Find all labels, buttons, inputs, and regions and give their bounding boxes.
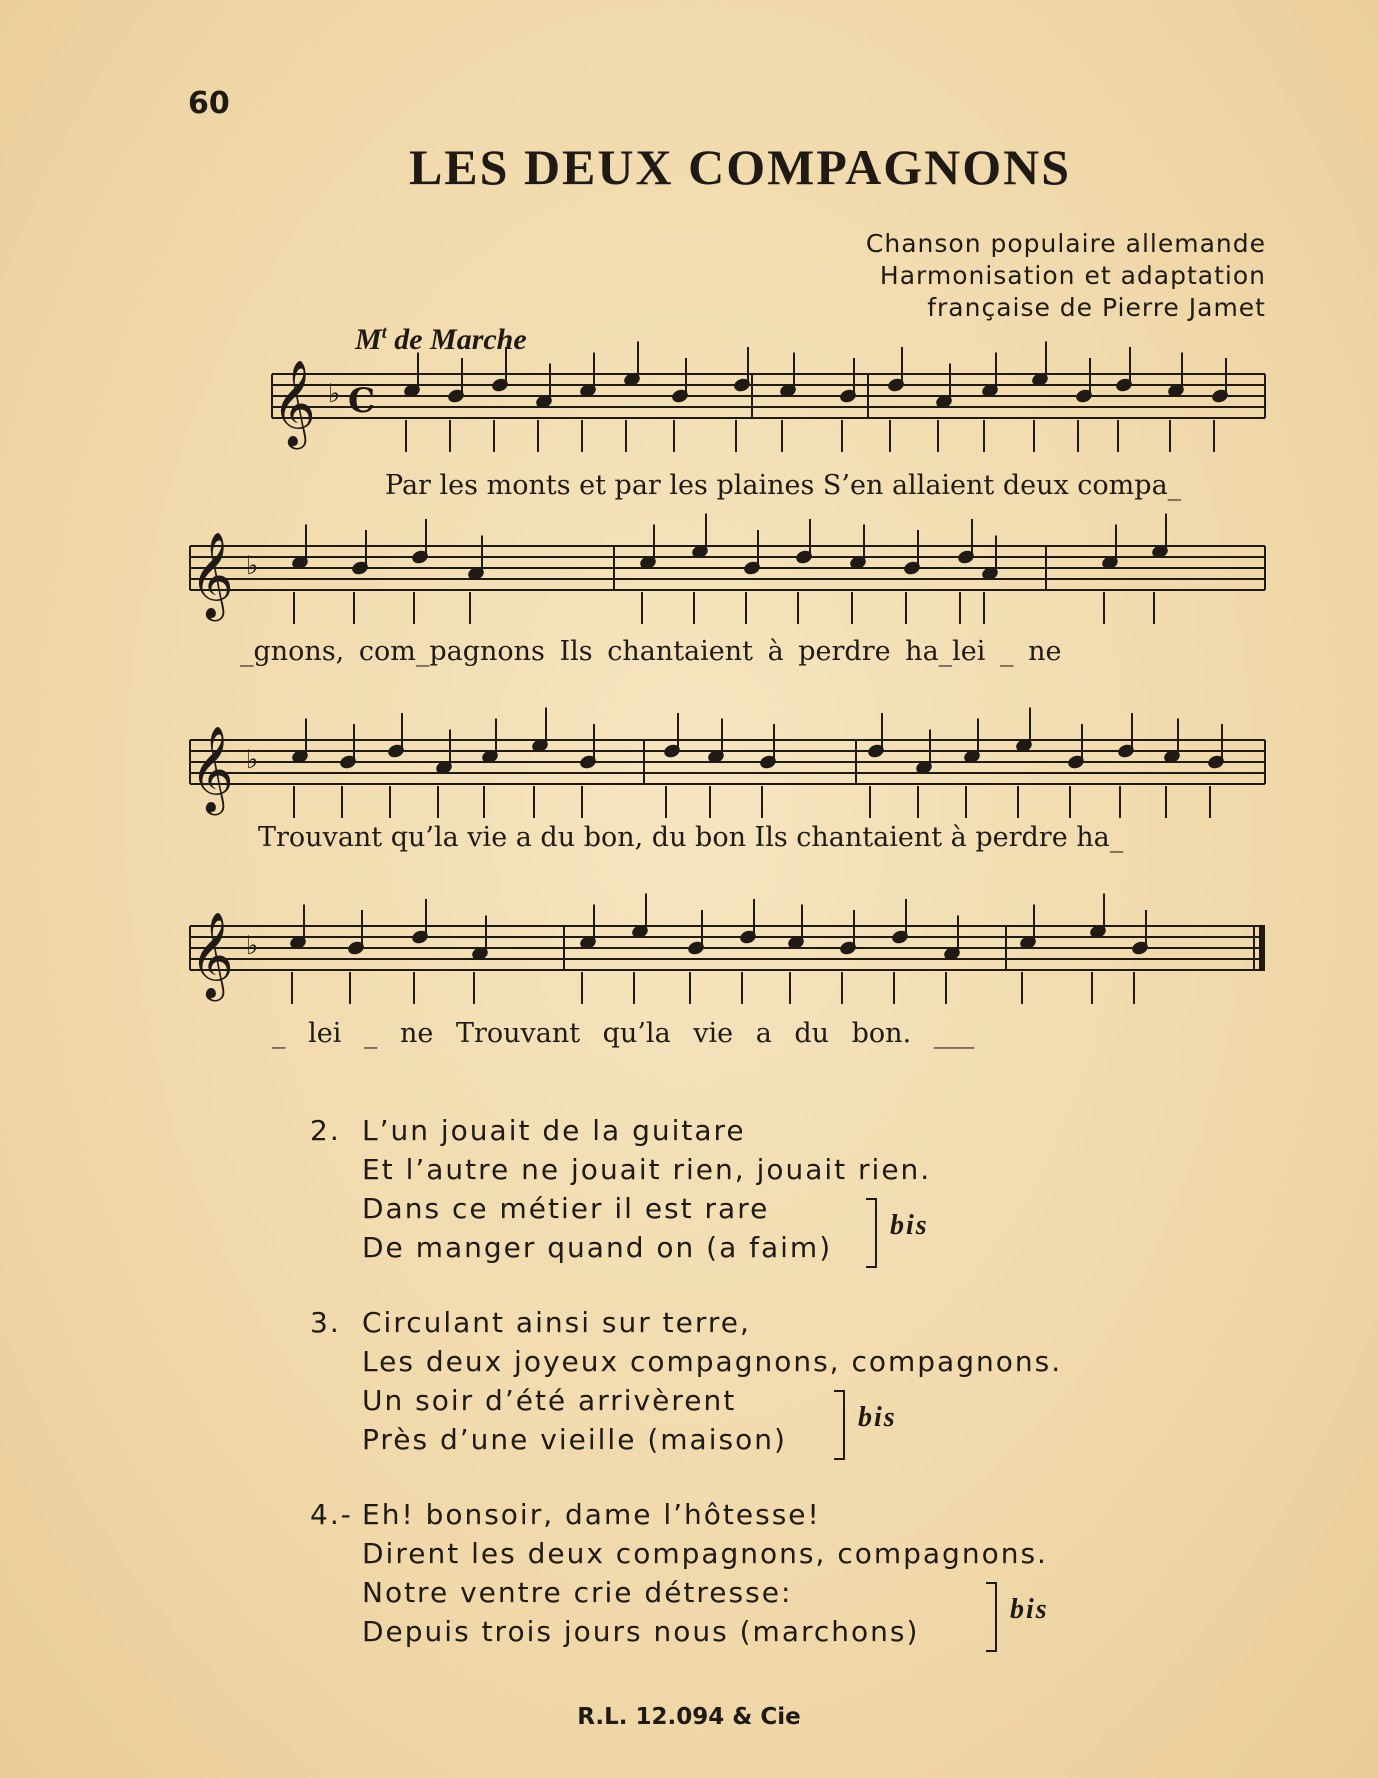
lyric-line-4: _ lei _ ne Trouvant qu’la vie a du bon. ___ [272,1018,975,1049]
stanza-line: L’un jouait de la guitare [362,1114,746,1147]
stanza-line: Depuis trois jours nous (marchons) [362,1615,920,1648]
lyric-line-3: Trouvant qu’la vie a du bon, du bon Ils chantaient à perdre ha_ [258,822,1124,853]
credit-line: française de Pierre Jamet [927,293,1266,322]
stanza-number: 4.- [310,1498,353,1531]
staff-1 [272,374,1265,418]
song-title: LES DEUX COMPAGNONS [408,139,1072,195]
common-time-icon: C [348,381,376,421]
stanza-line: Eh! bonsoir, dame l’hôtesse! [362,1498,821,1531]
bis-label: bis [1010,1594,1049,1625]
flat-icon: ♭ [246,745,259,775]
lyric-line-2: _gnons, com_pagnons Ils chantaient à perdre ha_lei _ ne [240,636,1062,667]
stanza-line: Les deux joyeux compagnons, compagnons. [362,1345,1063,1378]
stanza-line: Dirent les deux compagnons, compagnons. [362,1537,1048,1570]
staff-2 [190,546,1265,590]
stanza-line: Circulant ainsi sur terre, [362,1306,751,1339]
bis-bracket [986,1582,997,1652]
bis-label: bis [858,1402,897,1433]
notes-layer [290,342,1229,1005]
flat-icon: ♭ [328,379,341,409]
treble-clef-icon: 𝄞 [190,532,234,618]
credit-line: Harmonisation et adaptation [879,261,1266,290]
stanza-line: Près d’une vieille (maison) [362,1423,787,1456]
tempo-abbr: M [355,323,382,356]
bis-bracket [866,1198,877,1268]
stanza-line: Un soir d’été arrivèrent [362,1384,737,1417]
flat-icon: ♭ [246,551,259,581]
stanza-line: Dans ce métier il est rare [362,1192,770,1225]
flat-icon: ♭ [246,931,259,961]
treble-clef-icon: 𝄞 [272,360,316,446]
stanza-number: 2. [310,1114,341,1147]
treble-clef-icon: 𝄞 [190,726,234,812]
stanza-line: Notre ventre crie détresse: [362,1576,793,1609]
lyric-line-1: Par les monts et par les plaines S’en allaient deux compa_ [385,470,1182,501]
bis-bracket [834,1390,845,1460]
tempo-text: de Marche [386,323,527,356]
publisher-footer: R.L. 12.094 & Cie [577,1704,801,1730]
stanza-line: De manger quand on (a faim) [362,1231,833,1264]
treble-clef-icon: 𝄞 [190,912,234,998]
stanza-line: Et l’autre ne jouait rien, jouait rien. [362,1153,932,1186]
credit-line: Chanson populaire allemande [865,229,1266,258]
bis-label: bis [890,1210,929,1241]
stanza-number: 3. [310,1306,341,1339]
tempo-sup: t [381,322,387,342]
page-number: 60 [188,86,230,121]
